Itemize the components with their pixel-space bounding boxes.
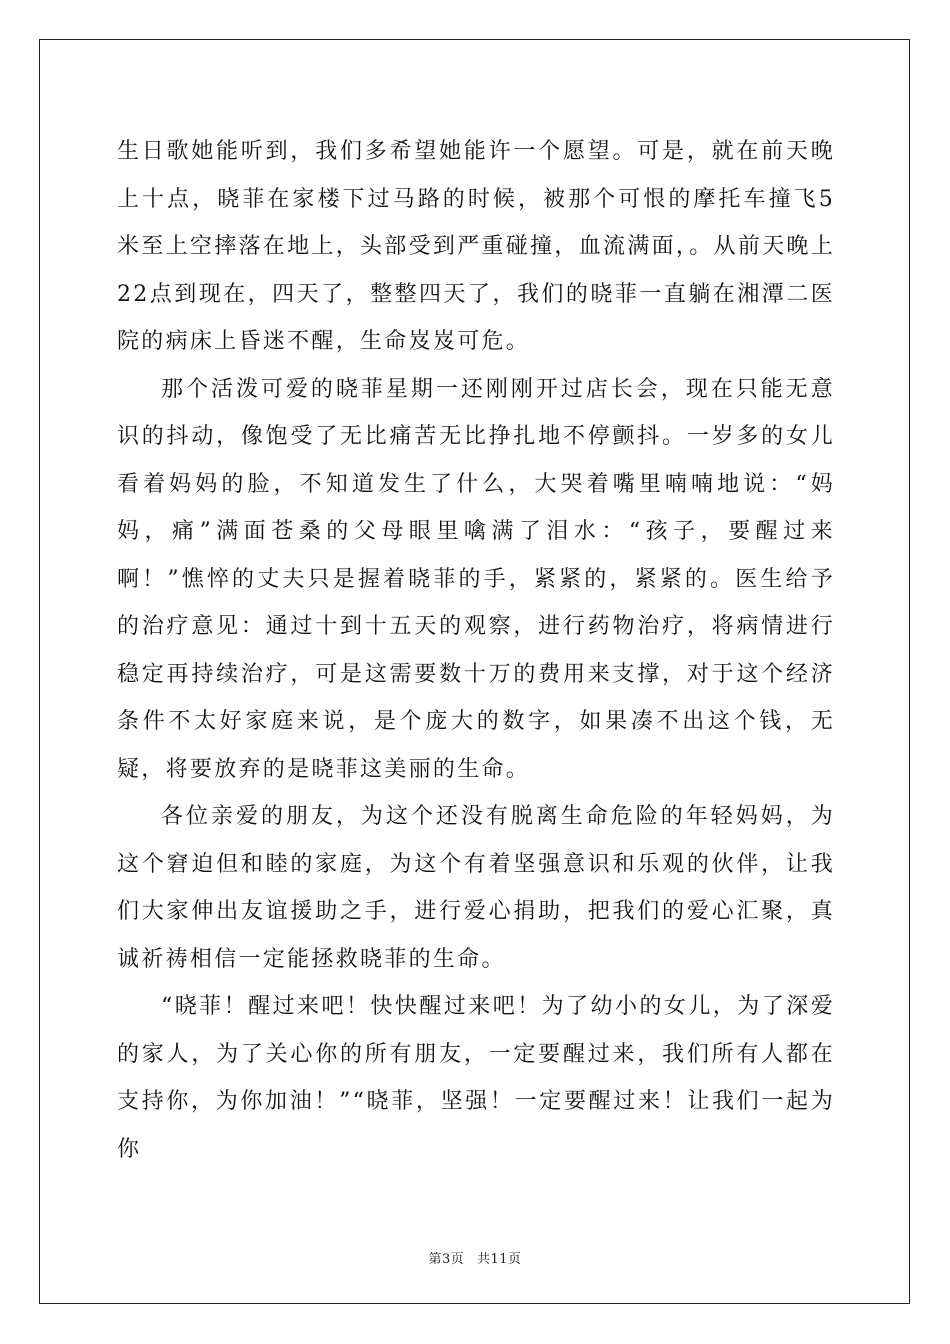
- paragraph-3: 各位亲爱的朋友，为这个还没有脱离生命危险的年轻妈妈，为这个窘迫但和睦的家庭，为这个有着坚强意识和乐观的伙伴，让我们大家伸出友谊援助之手，进行爱心捐助，把我们的爱心汇聚，真诚祈祷相信一定能拯救晓菲的生命。: [117, 804, 835, 972]
- paragraph-2: 那个活泼可爱的晓菲星期一还刚刚开过店长会，现在只能无意识的抖动，像饱受了无比痛苦无比挣扎地不停颤抖。一岁多的女儿看着妈妈的脸，不知道发生了什么，大哭着嘴里喃喃地说：“妈妈，痛”满面苍桑的父母眼里噙满了泪水：“孩子，要醒过来啊！”憔悴的丈夫只是握着晓菲的手，紧紧的，紧紧的。医生给予的治疗意见：通过十到十五天的观察，进行药物治疗，将病情进行稳定再持续治疗，可是这需要数十万的费用来支撑，对于这个经济条件不太好家庭来说，是个庞大的数字，如果凑不出这个钱，无疑，将要放弃的是晓菲这美丽的生命。: [117, 376, 835, 782]
- page-number: 第3页: [428, 1252, 465, 1267]
- paragraph-1: 生日歌她能听到，我们多希望她能许一个愿望。可是，就在前天晚上十点，晓菲在家楼下过马路的时候，被那个可恨的摩托车撞飞5米至上空摔落在地上，头部受到严重碰撞，血流满面，。从前天晚上22点到现在，四天了，整整四天了，我们的晓菲一直躺在湘潭二医院的病床上昏迷不醒，生命岌岌可危。: [117, 139, 836, 354]
- document-body: [117, 128, 835, 1173]
- paragraph-4: “晓菲！醒过来吧！快快醒过来吧！为了幼小的女儿，为了深爱的家人，为了关心你的所有朋友，一定要醒过来，我们所有人都在支持你，为你加油！”“晓菲，坚强！一定要醒过来！让我们一起为你: [117, 994, 835, 1162]
- page-total: 共11页: [476, 1252, 522, 1267]
- page-footer: [0, 1248, 950, 1267]
